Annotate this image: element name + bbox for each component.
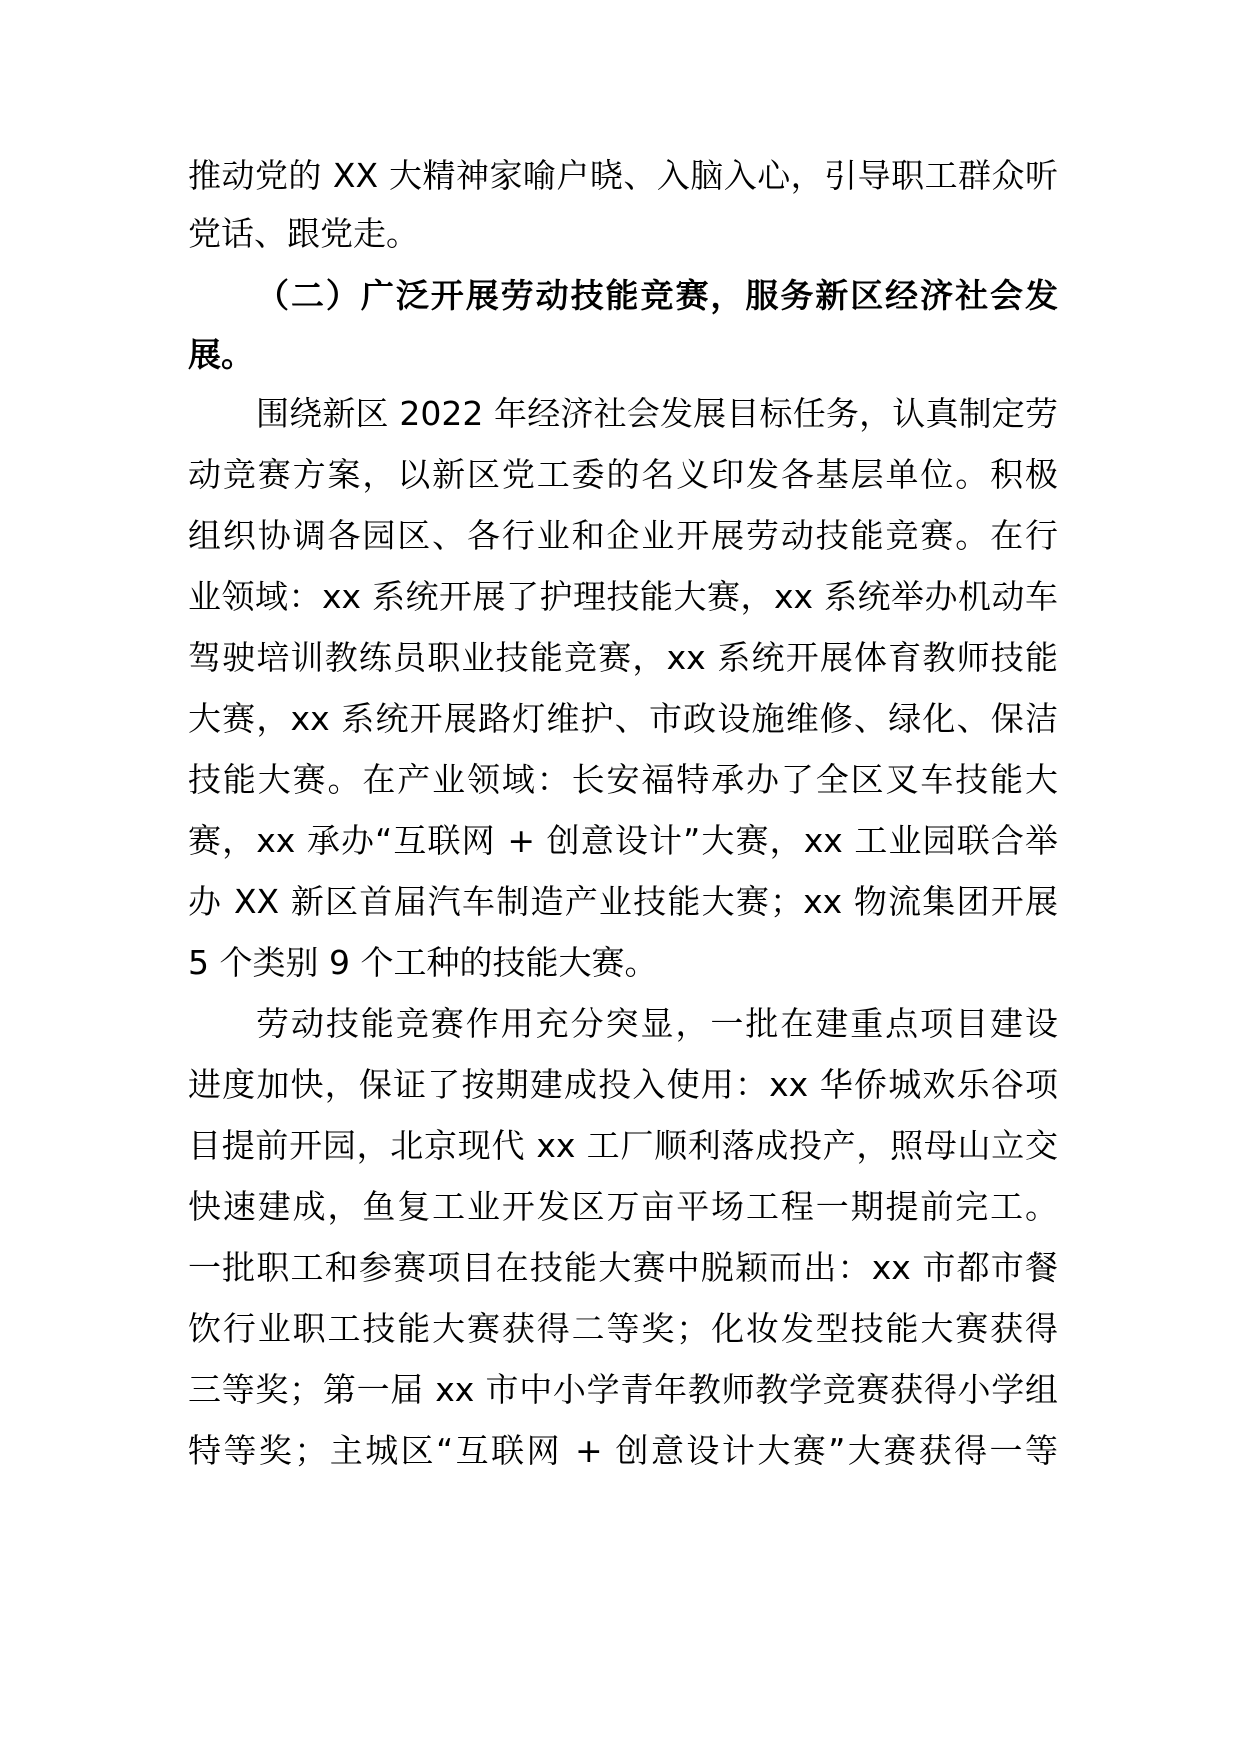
paragraph-3-line-8: 特等奖；主城区“互联网 + 创意设计大赛”大赛获得一等	[188, 1431, 1058, 1470]
paragraph-3-line-5: 一批职工和参赛项目在技能大赛中脱颖而出：xx 市都市餐	[188, 1248, 1058, 1287]
paragraph-1-line-2: 党话、跟党走。	[188, 214, 419, 253]
paragraph-3-line-2: 进度加快，保证了按期建成投入使用：xx 华侨城欢乐谷项	[188, 1065, 1058, 1104]
paragraph-3-line-4: 快速建成，鱼复工业开发区万亩平场工程一期提前完工。	[188, 1187, 1058, 1226]
paragraph-2-line-7: 技能大赛。在产业领域：长安福特承办了全区叉车技能大	[188, 760, 1058, 799]
paragraph-2-line-4: 业领域：xx 系统开展了护理技能大赛，xx 系统举办机动车	[188, 577, 1058, 616]
paragraph-2-line-5: 驾驶培训教练员职业技能竞赛，xx 系统开展体育教师技能	[188, 638, 1058, 677]
section-heading-line-2: 展。	[188, 335, 254, 374]
paragraph-2-line-3: 组织协调各园区、各行业和企业开展劳动技能竞赛。在行	[188, 516, 1058, 555]
paragraph-2-line-2: 动竞赛方案，以新区党工委的名义印发各基层单位。积极	[188, 455, 1058, 494]
section-heading-line-1: （二）广泛开展劳动技能竞赛，服务新区经济社会发	[256, 276, 1058, 315]
paragraph-2-line-10: 5 个类别 9 个工种的技能大赛。	[188, 943, 658, 982]
paragraph-2-line-1: 围绕新区 2022 年经济社会发展目标任务，认真制定劳	[256, 394, 1058, 433]
paragraph-2-line-8: 赛，xx 承办“互联网 + 创意设计”大赛，xx 工业园联合举	[188, 821, 1058, 860]
paragraph-2-line-6: 大赛，xx 系统开展路灯维护、市政设施维修、绿化、保洁	[188, 699, 1058, 738]
paragraph-3-line-7: 三等奖；第一届 xx 市中小学青年教师教学竞赛获得小学组	[188, 1370, 1058, 1409]
paragraph-1-line-1: 推动党的 XX 大精神家喻户晓、入脑入心，引导职工群众听	[188, 156, 1058, 195]
paragraph-3-line-1: 劳动技能竞赛作用充分突显，一批在建重点项目建设	[256, 1004, 1058, 1043]
paragraph-2-line-9: 办 XX 新区首届汽车制造产业技能大赛；xx 物流集团开展	[188, 882, 1058, 921]
paragraph-3-line-3: 目提前开园，北京现代 xx 工厂顺利落成投产，照母山立交	[188, 1126, 1058, 1165]
paragraph-3-line-6: 饮行业职工技能大赛获得二等奖；化妆发型技能大赛获得	[188, 1309, 1058, 1348]
